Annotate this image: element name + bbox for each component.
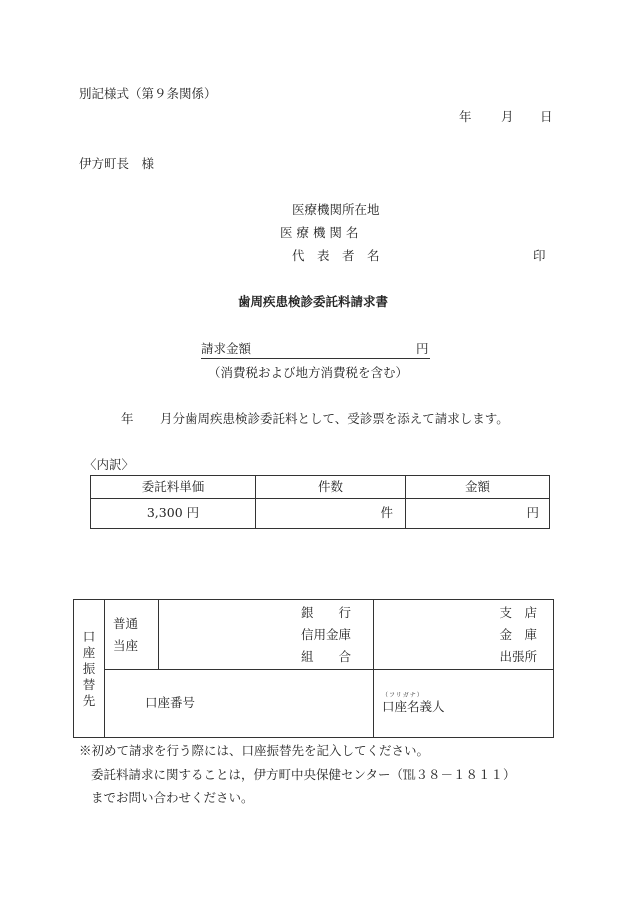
account-holder-ruby: （フリガナ） (382, 692, 424, 700)
date-year-label: 年 (459, 109, 472, 124)
branch-office: 支 店 (499, 604, 537, 620)
branch-outlet: 出張所 (499, 648, 537, 664)
institution-bank: 銀 行 (300, 604, 351, 620)
form-reference: 別記様式（第９条関係） (79, 86, 217, 101)
amount-label: 請求金額 (201, 341, 252, 356)
representative-label: 代 表 者 名 (292, 248, 380, 263)
branch-kinko: 金 庫 (499, 626, 537, 642)
document-title: 歯周疾患検診委託料請求書 (238, 294, 389, 309)
institution-address-label: 医療機関所在地 (292, 202, 380, 217)
bank-section-label: 口座振替先 (82, 628, 96, 708)
account-type-cell[interactable] (105, 600, 159, 670)
header-count: 件数 (256, 476, 406, 499)
account-type-current: 当座 (113, 637, 139, 653)
seal-mark: 印 (533, 248, 546, 263)
breakdown-caption: 〈内訳〉 (84, 457, 135, 472)
amount-cell[interactable]: 円 (406, 499, 550, 529)
header-unit-price: 委託料単価 (91, 476, 256, 499)
bank-section-label-cell (74, 600, 105, 738)
account-holder-cell[interactable] (374, 670, 554, 738)
tax-note: （消費税および地方消費税を含む） (208, 365, 409, 380)
date-day-label: 日 (540, 109, 553, 124)
institution-type-cell[interactable] (159, 600, 374, 670)
bank-transfer-table (73, 599, 554, 738)
body-sentence: 月分歯周疾患検診委託料として、受診票を添えて請求します。 (160, 411, 509, 426)
addressee: 伊方町長 様 (79, 156, 155, 171)
note-line-3: までお問い合わせください。 (91, 790, 254, 805)
body-year: 年 (121, 411, 134, 426)
header-amount: 金額 (406, 476, 550, 499)
count-cell[interactable]: 件 (256, 499, 406, 529)
account-number-label: 口座番号 (145, 695, 196, 711)
branch-type-cell[interactable] (374, 600, 554, 670)
unit-price-value: 3,300 円 (91, 499, 256, 529)
institution-name-label: 医 療 機 関 名 (280, 225, 359, 240)
account-holder-label: 口座名義人 (382, 699, 445, 715)
amount-underline (201, 358, 430, 359)
account-number-cell[interactable] (105, 670, 374, 738)
date-month-label: 月 (501, 109, 514, 124)
account-type-ordinary: 普通 (113, 615, 139, 631)
amount-unit: 円 (416, 341, 429, 356)
institution-shinkin: 信用金庫 (300, 626, 351, 642)
institution-kumiai: 組 合 (300, 648, 351, 664)
note-line-2: 委託料請求に関することは，伊方町中央保健センター（℡３８－１８１１） (91, 767, 516, 782)
breakdown-table (90, 475, 550, 529)
note-line-1: ※初めて請求を行う際には、口座振替先を記入してください。 (79, 743, 430, 758)
